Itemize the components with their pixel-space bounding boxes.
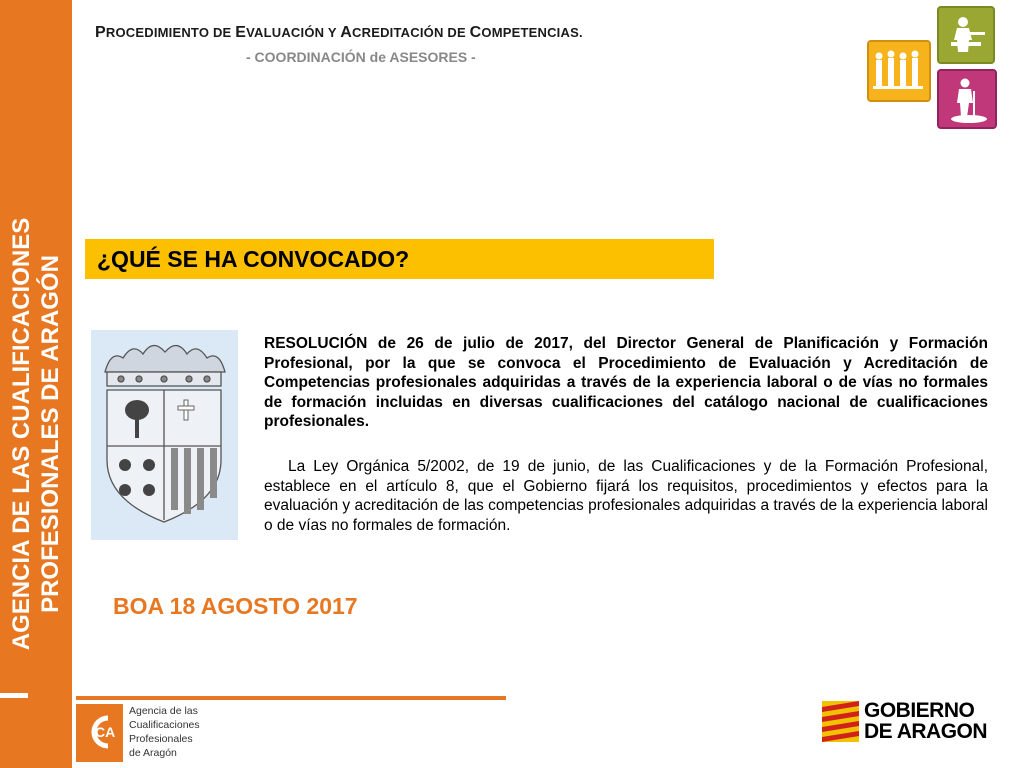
agency-logo-icon	[76, 704, 123, 762]
law-paragraph: La Ley Orgánica 5/2002, de 19 de junio, de las Cualificaciones y de la Formación Profesional, establece en el artículo 8, que el Gobierno fijará los requisitos, procedimientos y efectos para la evaluación y acreditación de las competencias profesionales adquiridas a través de la experiencia laboral o de vías no formales de formación.	[264, 458, 988, 534]
gobierno-line2: DE ARAGON	[864, 720, 988, 743]
svg-text:CA: CA	[95, 724, 116, 740]
header-subtitle: - COORDINACIÓN de ASESORES -	[246, 49, 476, 65]
agency-name	[129, 704, 200, 760]
technician-icon	[939, 71, 995, 127]
sidebar-title-line1: AGENCIA DE LAS CUALIFICACIONES	[8, 217, 35, 651]
footer-divider	[76, 696, 506, 700]
aragon-crest-image	[91, 330, 238, 540]
agency-name-line: Cualificaciones	[129, 719, 200, 731]
technician-badge	[937, 69, 997, 129]
section-title: ¿QUÉ SE HA CONVOCADO?	[97, 246, 410, 272]
sidebar	[0, 0, 72, 768]
boa-date: BOA 18 AGOSTO 2017	[113, 593, 358, 619]
presenter-badge	[937, 6, 995, 64]
group-icon	[869, 42, 929, 100]
agency-name-line: Agencia de las	[129, 705, 198, 717]
presenter-icon	[939, 8, 993, 62]
agency-name-line: de Aragón	[129, 747, 177, 759]
header-title: PROCEDIMIENTO DE EVALUACIÓN Y ACREDITACIÓN DE COMPETENCIAS.	[95, 24, 583, 41]
sidebar-title	[7, 218, 65, 650]
resolution-text: RESOLUCIÓN de 26 de julio de 2017, del Director General de Planificación y Formación Profesional, por la que se convoca el Procedimiento de Evaluación y Acreditación de Competencias profesionales adquiridas a través de la experiencia laboral o de vías no formales de formación incluidas en diversas cualificaciones del catálogo nacional de cualificaciones profesionales.	[264, 335, 988, 431]
agency-name-line: Profesionales	[129, 733, 193, 745]
group-badge	[867, 40, 931, 102]
sidebar-divider	[0, 693, 28, 698]
agency-logo	[76, 704, 123, 762]
gobierno-aragon-logo	[864, 700, 987, 742]
aragon-crest-icon	[91, 330, 238, 540]
aragon-flag-icon	[822, 701, 859, 742]
gobierno-line1: GOBIERNO	[864, 699, 975, 722]
sidebar-title-line2: PROFESIONALES DE ARAGÓN	[37, 255, 64, 613]
